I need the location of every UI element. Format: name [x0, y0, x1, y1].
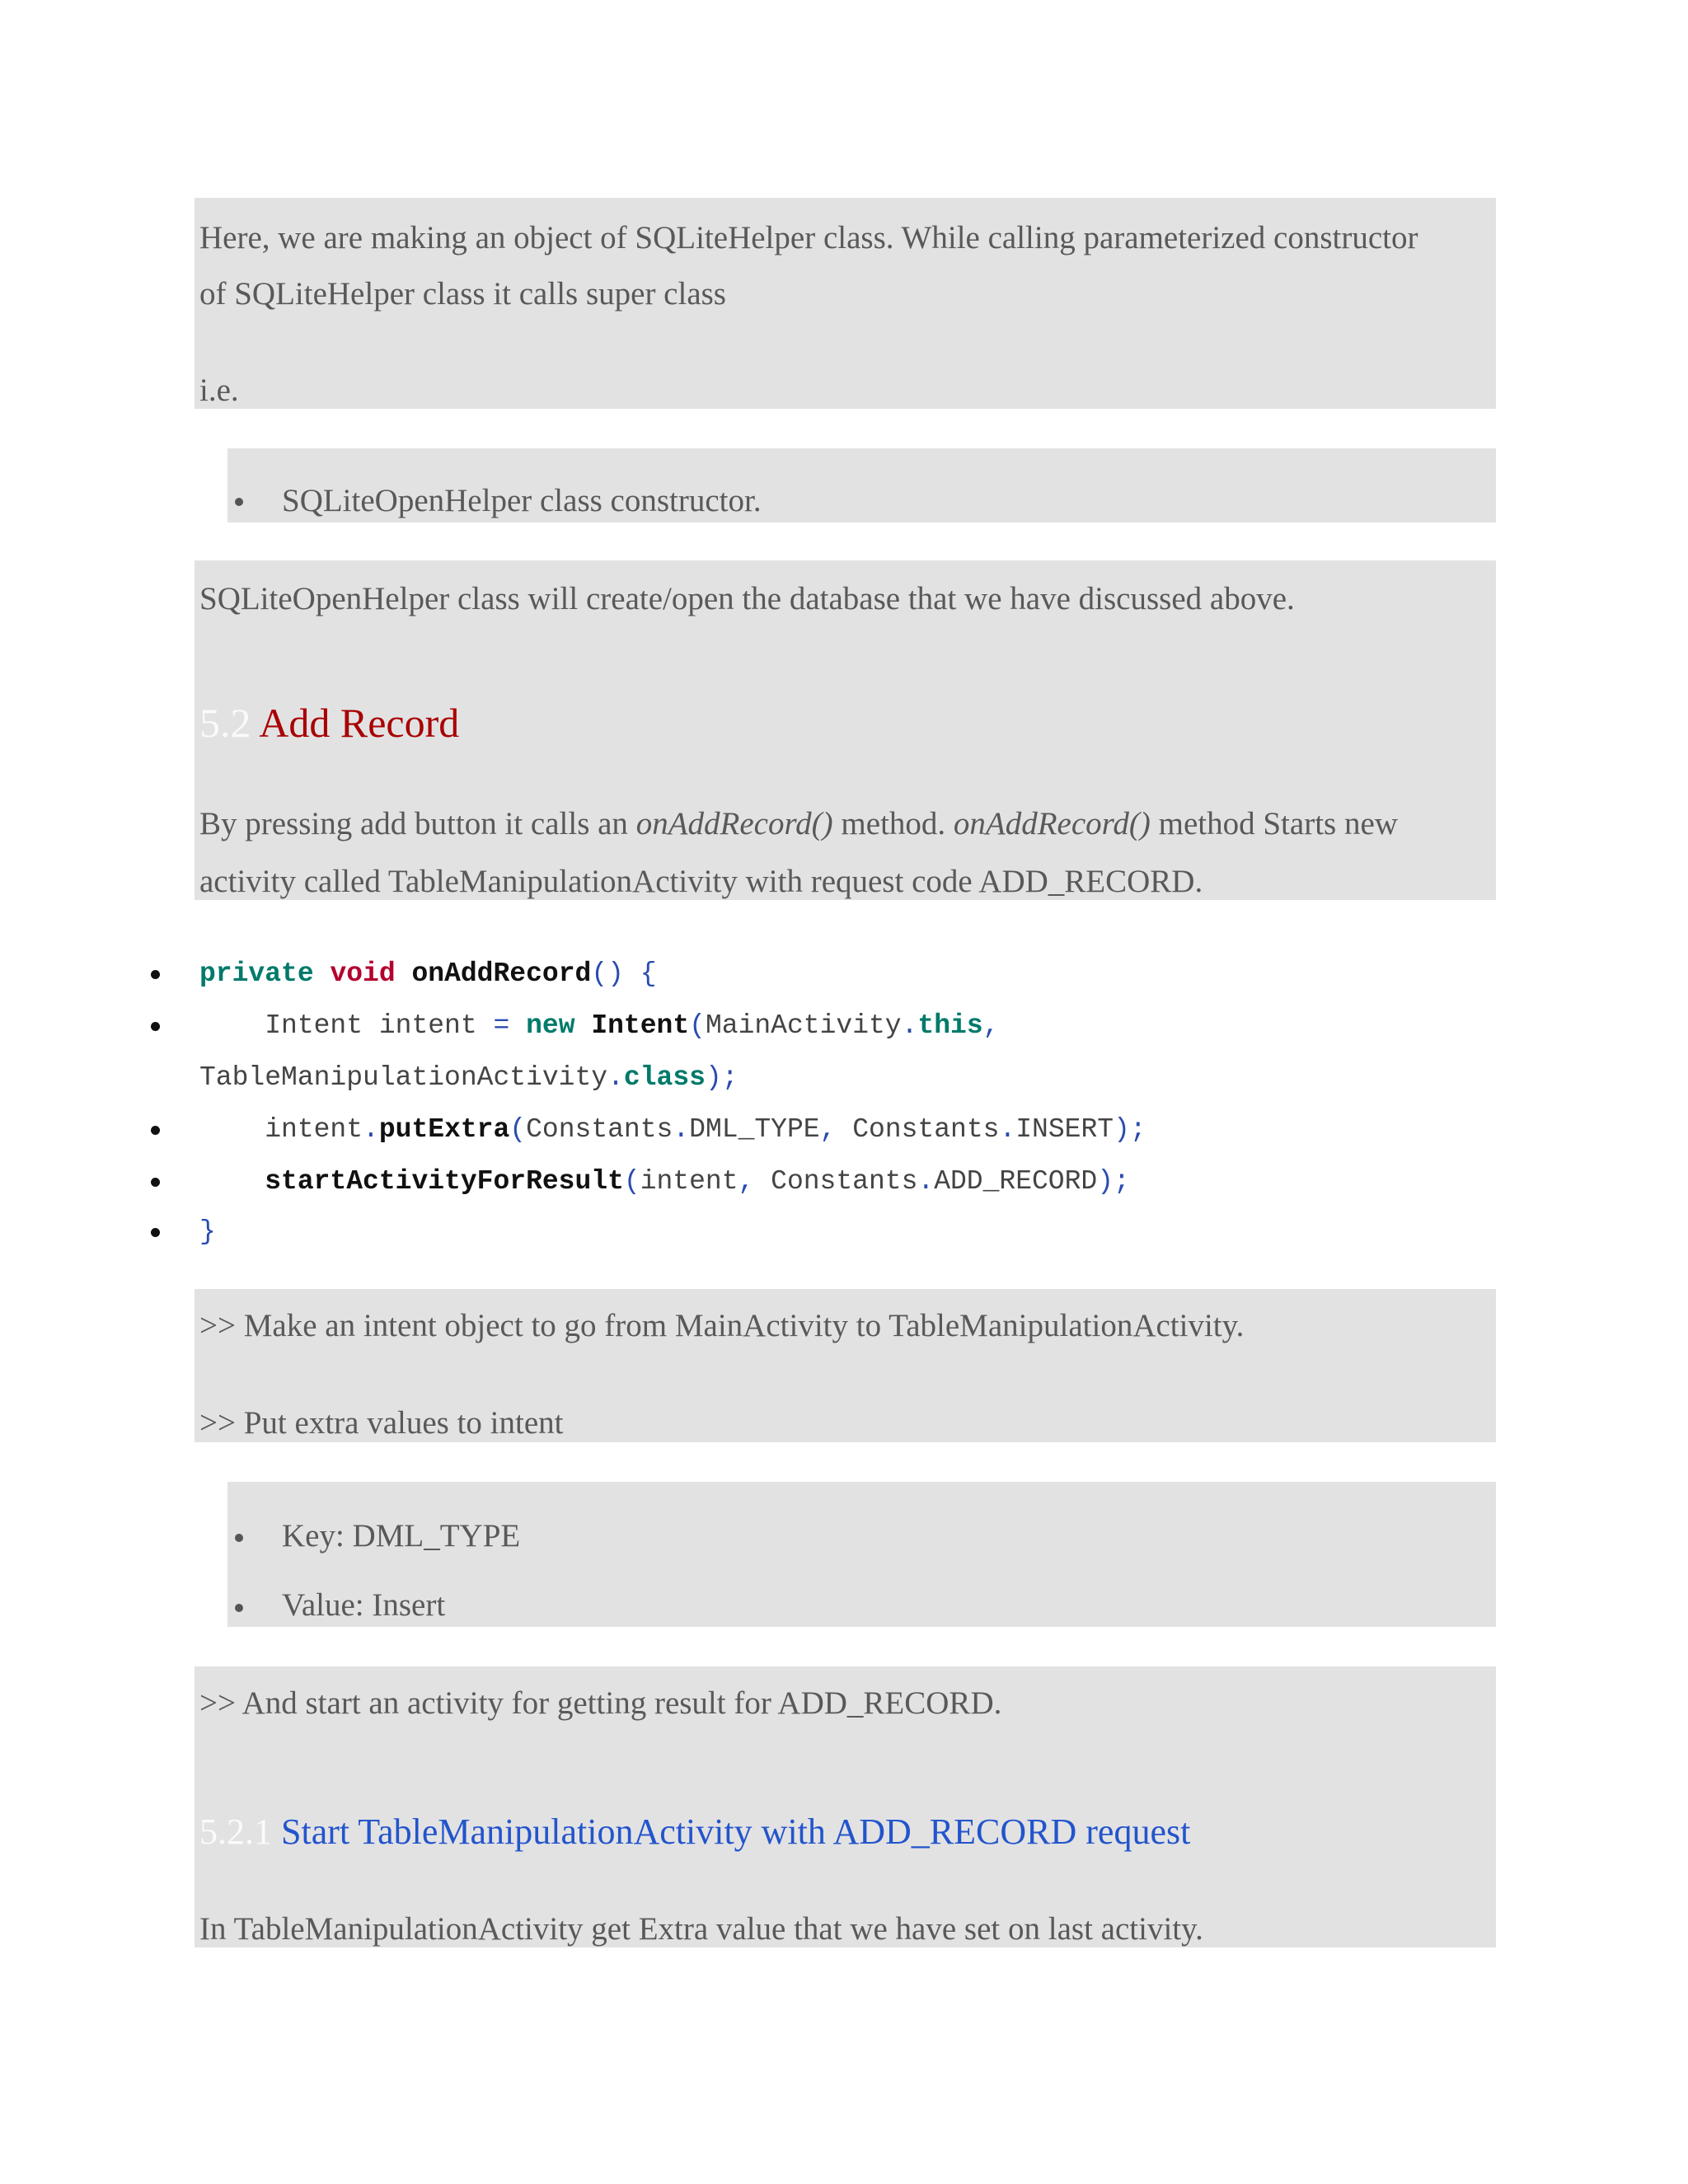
database-paragraph: SQLiteOpenHelper class will create/open the database that we have discussed above.: [199, 581, 1295, 616]
code-line-4: intent.putExtra(Constants.DML_TYPE, Constants.INSERT);: [199, 1114, 1146, 1145]
code-bullet: [151, 970, 160, 979]
code-bullet: [151, 1022, 160, 1031]
intro-line-2: of SQLiteHelper class it calls super class: [199, 276, 726, 312]
code-line-2: Intent intent = new Intent(MainActivity.this,: [199, 1010, 1000, 1041]
section-title: Start TableManipulationActivity with ADD_RECORD request: [281, 1811, 1191, 1852]
code-line-6: }: [199, 1216, 216, 1247]
bullet-item: SQLiteOpenHelper class constructor.: [282, 483, 762, 518]
method-name: onAddRecord(): [953, 806, 1151, 841]
activity-paragraph: >> And start an activity for getting result for ADD_RECORD.: [199, 1685, 1002, 1721]
bullet-item: Key: DML_TYPE: [282, 1518, 521, 1554]
code-line-5: startActivityForResult(intent, Constants.ADD_RECORD);: [265, 1166, 1130, 1197]
bullet-dot: [235, 498, 243, 506]
section-5-2-1-heading: [199, 1809, 1190, 1855]
bullet-dot: [235, 1604, 243, 1612]
section-title: Add Record: [259, 700, 460, 746]
intro-line-1: Here, we are making an object of SQLiteHelper class. While calling parameterized constructor: [199, 220, 1418, 255]
section-number: 5.2: [199, 700, 251, 746]
bullet-dot: [235, 1534, 243, 1542]
section-5-2-line-1: By pressing add button it calls an onAddRecord() method. onAddRecord() method Starts new: [199, 806, 1398, 841]
bullet-item: Value: Insert: [282, 1587, 446, 1623]
note-1: >> Make an intent object to go from MainActivity to TableManipulationActivity.: [199, 1308, 1245, 1343]
section-5-2-1-line-1: In TableManipulationActivity get Extra value that we have set on last activity.: [199, 1911, 1203, 1947]
code-line-1: private void onAddRecord() {: [199, 958, 657, 989]
code-bullet: [151, 1178, 160, 1187]
section-5-2-line-2: activity called TableManipulationActivity with request code ADD_RECORD.: [199, 864, 1203, 899]
method-name: onAddRecord(): [635, 806, 833, 841]
section-number: 5.2.1: [199, 1811, 272, 1852]
intro-line-3: i.e.: [199, 373, 239, 408]
note-2: >> Put extra values to intent: [199, 1405, 564, 1441]
code-bullet: [151, 1228, 160, 1237]
code-bullet: [151, 1126, 160, 1135]
section-5-2-heading: [199, 698, 459, 748]
code-line-3: TableManipulationActivity.class);: [199, 1062, 738, 1093]
